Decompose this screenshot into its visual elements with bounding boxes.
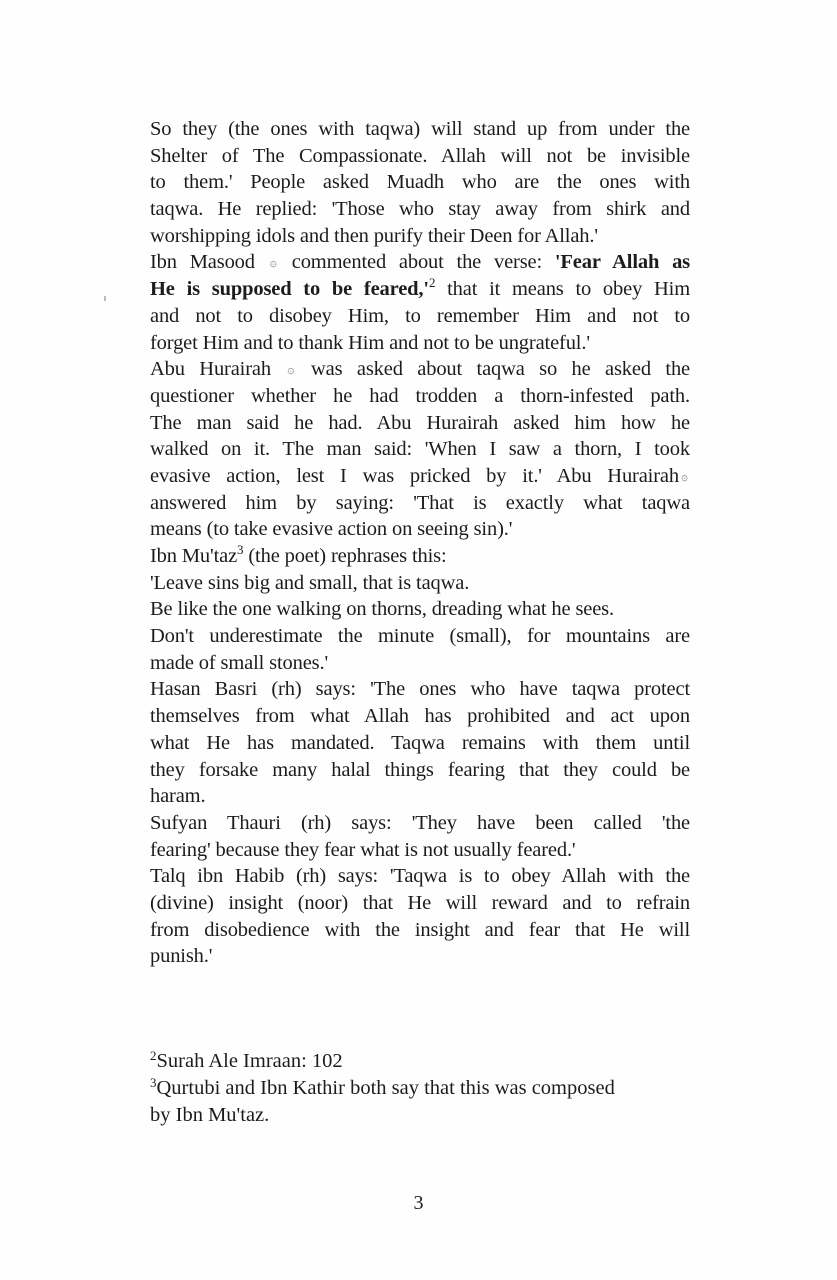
text-line bbox=[150, 543, 690, 570]
line-text: Sufyan Thauri (rh) says: 'They have been called 'the bbox=[150, 811, 690, 834]
line-text: to them.' People asked Muadh who are the ones with bbox=[150, 171, 690, 194]
footnote-text: Qurtubi and Ibn Kathir both say that this was composed bbox=[156, 1077, 615, 1099]
text-line bbox=[150, 623, 690, 650]
line-text: The man said he had. Abu Hurairah asked him how he bbox=[150, 411, 690, 434]
line-text: commented about the verse: bbox=[278, 251, 555, 274]
line-text: worshipping idols and then purify their Deen for Allah.' bbox=[150, 224, 598, 247]
text-line bbox=[150, 143, 690, 170]
text-line bbox=[150, 303, 690, 330]
line-text: from disobedience with the insight and fear that He will bbox=[150, 918, 690, 941]
line-text: Ibn Masood bbox=[150, 251, 268, 274]
line-text: Ibn Mu'taz bbox=[150, 545, 238, 567]
line-text: what He has mandated. Taqwa remains with them until bbox=[150, 731, 690, 754]
text-line bbox=[150, 223, 690, 250]
footnote-number: 2 bbox=[150, 1048, 157, 1063]
text-line bbox=[150, 410, 690, 437]
text-line bbox=[150, 436, 690, 463]
text-line bbox=[150, 116, 690, 143]
line-text: Shelter of The Compassionate. Allah will not be invisible bbox=[150, 144, 690, 167]
honorific-icon: ۞ bbox=[287, 362, 295, 377]
line-text: Abu Hurairah bbox=[150, 358, 286, 381]
line-text: taqwa. He replied: 'Those who stay away from shirk and bbox=[150, 198, 690, 221]
line-text: fearing' because they fear what is not usually feared.' bbox=[150, 838, 576, 861]
text-line bbox=[150, 516, 690, 543]
footnote-text: Surah Ale Imraan: 102 bbox=[156, 1050, 343, 1072]
line-text: 'Leave sins big and small, that is taqwa. bbox=[150, 571, 470, 594]
text-line bbox=[150, 810, 690, 837]
line-text: So they (the ones with taqwa) will stand up from under the bbox=[150, 118, 690, 140]
line-text: and not to disobey Him, to remember Him and not to bbox=[150, 304, 690, 327]
line-text: made of small stones.' bbox=[150, 651, 329, 674]
text-line bbox=[150, 676, 690, 703]
line-text: means (to take evasive action on seeing sin).' bbox=[150, 518, 513, 541]
line-text: they forsake many halal things fearing that they could be bbox=[150, 758, 690, 781]
line-text: walked on it. The man said: 'When I saw a thorn, I took bbox=[150, 438, 690, 461]
text-line bbox=[150, 276, 690, 303]
footnote bbox=[150, 1102, 690, 1129]
text-line bbox=[150, 890, 690, 917]
footnote bbox=[150, 1048, 690, 1075]
text-line bbox=[150, 863, 690, 890]
line-text: forget Him and to thank Him and not to be ungrateful.' bbox=[150, 331, 590, 354]
line-text: punish.' bbox=[150, 945, 213, 968]
line-text: (divine) insight (noor) that He will reward and to refrain bbox=[150, 891, 690, 914]
quoted-verse: He is supposed to be feared,' bbox=[150, 278, 429, 301]
line-text: evasive action, lest I was pricked by it.' Abu Hurairah bbox=[150, 464, 679, 487]
line-text: questioner whether he had trodden a thorn-infested path. bbox=[150, 384, 690, 407]
footnote-number: 3 bbox=[150, 1075, 157, 1090]
text-line bbox=[150, 570, 690, 597]
line-text: Don't underestimate the minute (small), for mountains are bbox=[150, 625, 690, 648]
honorific-icon: ۞ bbox=[680, 468, 688, 483]
quoted-verse: 'Fear Allah as bbox=[554, 251, 691, 274]
line-text: Talq ibn Habib (rh) says: 'Taqwa is to obey Allah with the bbox=[150, 865, 690, 888]
text-line bbox=[150, 490, 690, 517]
text-line bbox=[150, 463, 690, 490]
text-line bbox=[150, 757, 690, 784]
text-line bbox=[150, 356, 690, 383]
page-number: 3 bbox=[413, 1192, 424, 1214]
text-line bbox=[150, 196, 690, 223]
text-line bbox=[150, 837, 690, 864]
footnote-ref: 3 bbox=[237, 542, 244, 557]
scan-mark bbox=[104, 296, 106, 301]
text-line bbox=[150, 249, 690, 276]
line-text: themselves from what Allah has prohibited and act upon bbox=[150, 705, 690, 728]
line-text: (the poet) rephrases this: bbox=[243, 545, 447, 567]
text-line bbox=[150, 917, 690, 944]
text-line bbox=[150, 783, 690, 810]
line-text: that it means to obey Him bbox=[435, 278, 690, 301]
footnotes bbox=[150, 1048, 690, 1129]
text-line bbox=[150, 703, 690, 730]
text-line bbox=[150, 383, 690, 410]
footnote-text: by Ibn Mu'taz. bbox=[150, 1104, 270, 1126]
honorific-icon: ۞ bbox=[269, 255, 277, 270]
footnote bbox=[150, 1075, 690, 1102]
text-line bbox=[150, 169, 690, 196]
line-text: answered him by saying: 'That is exactly what taqwa bbox=[150, 491, 690, 514]
line-text: was asked about taqwa so he asked the bbox=[296, 358, 690, 381]
text-line bbox=[150, 596, 690, 623]
line-text: Hasan Basri (rh) says: 'The ones who have taqwa protect bbox=[150, 678, 690, 701]
text-line bbox=[150, 650, 690, 677]
line-text: haram. bbox=[150, 785, 206, 808]
text-line bbox=[150, 943, 690, 970]
footnote-ref: 2 bbox=[428, 275, 436, 291]
text-line bbox=[150, 730, 690, 757]
body-text bbox=[150, 116, 690, 970]
line-text: Be like the one walking on thorns, dreading what he sees. bbox=[150, 598, 614, 621]
text-line bbox=[150, 330, 690, 357]
